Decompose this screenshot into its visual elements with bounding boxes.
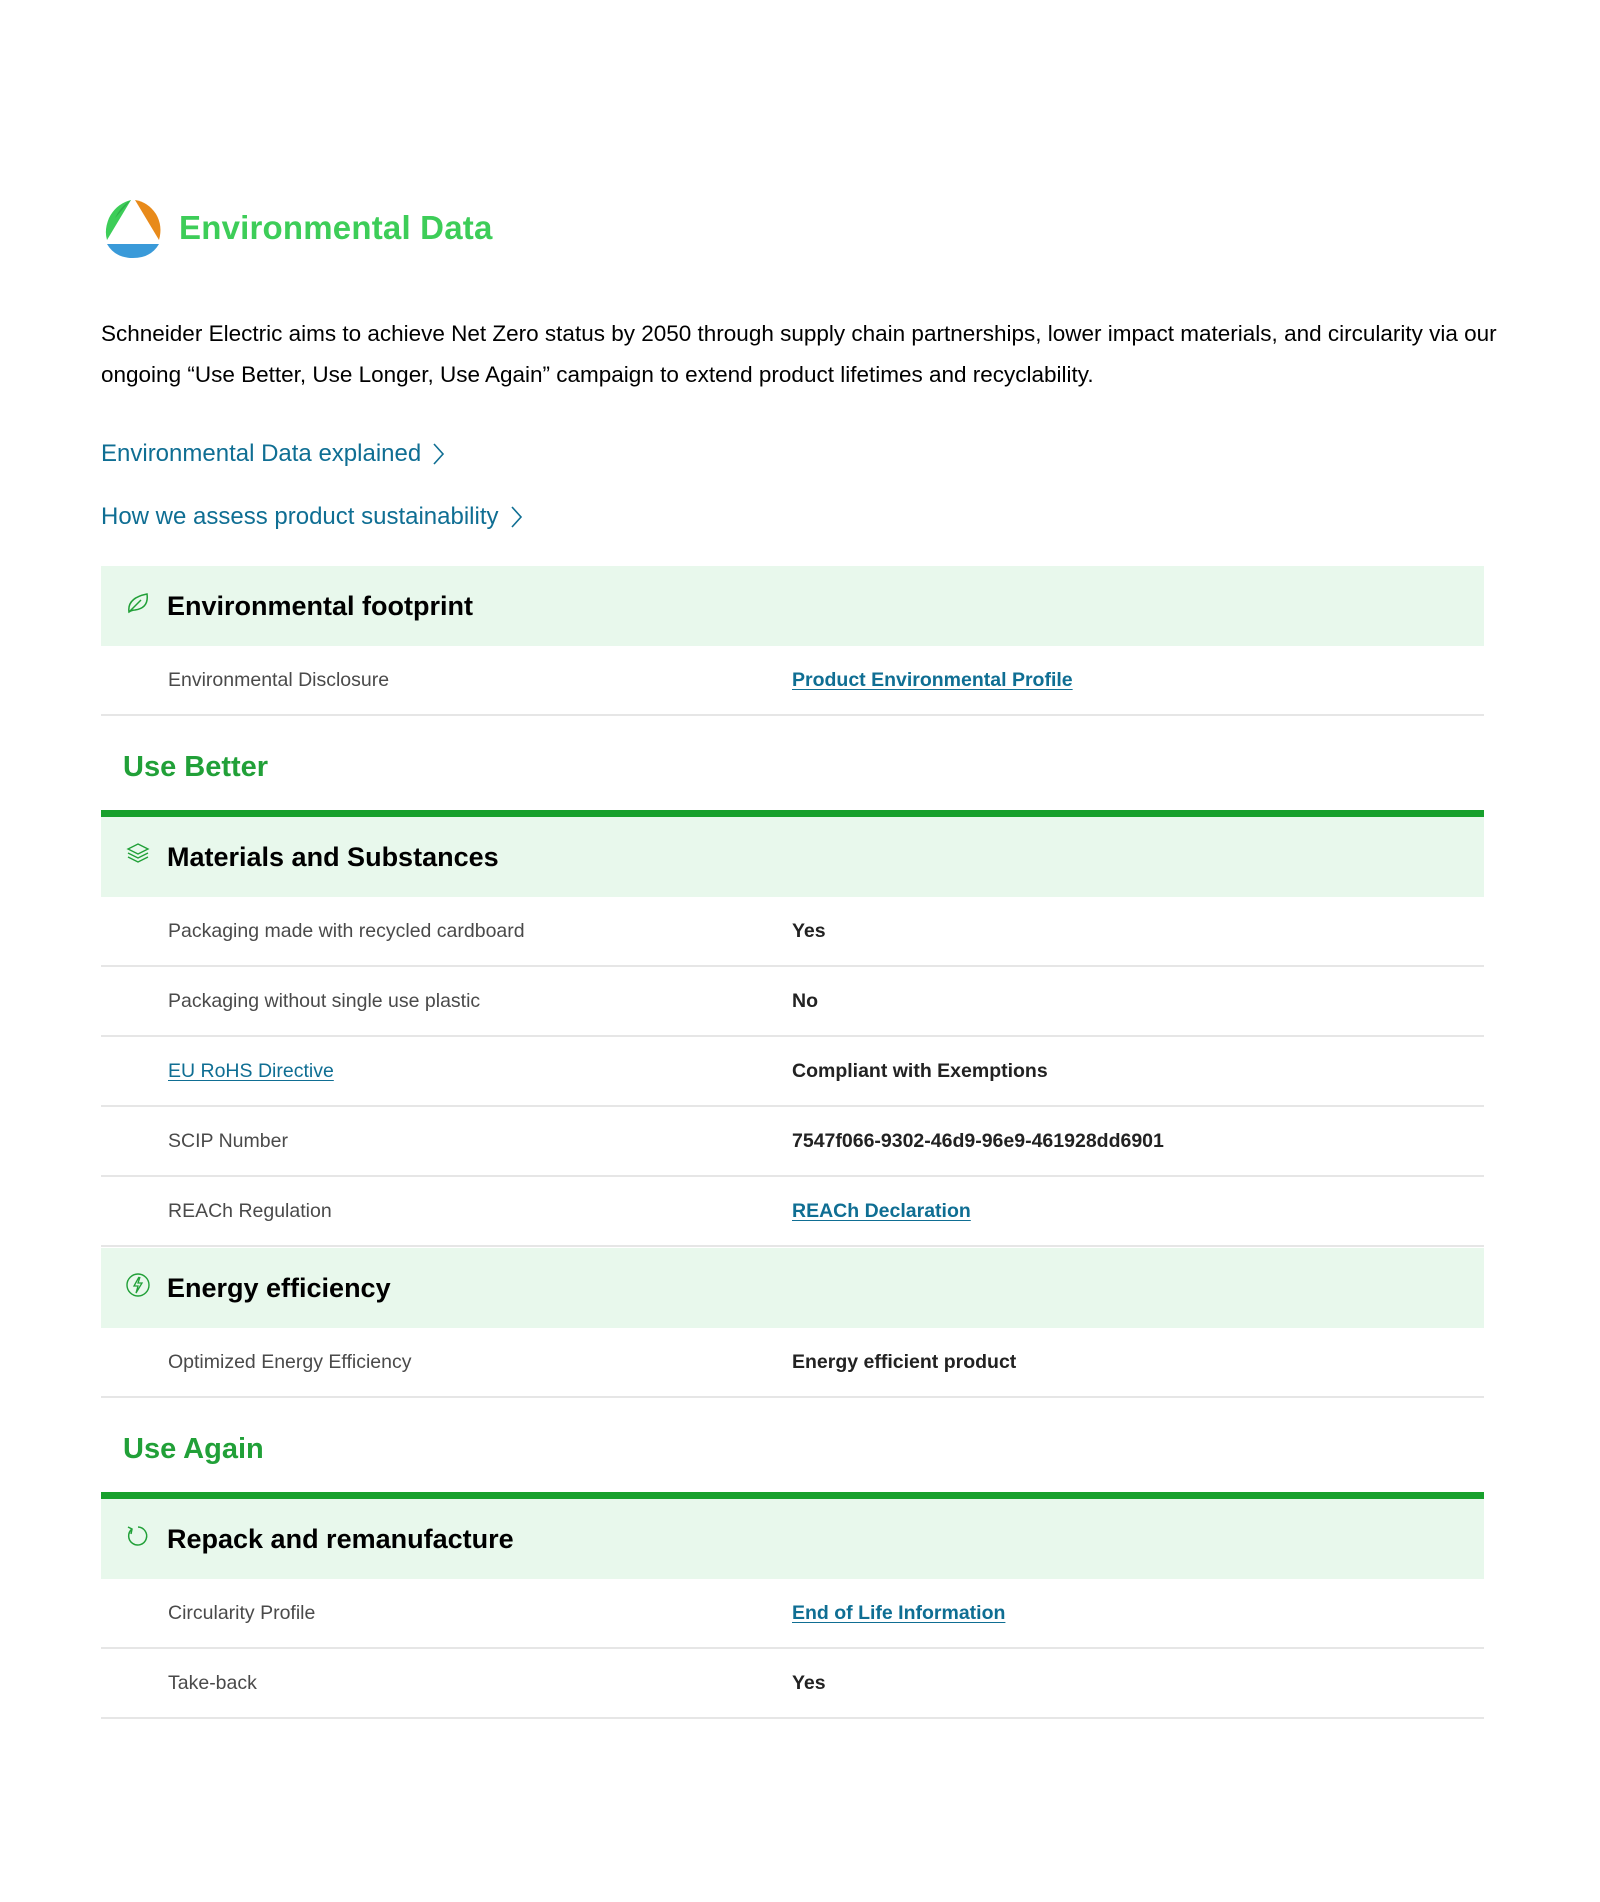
section-header-repack xyxy=(101,1499,1484,1579)
link-label[interactable]: Environmental Data explained xyxy=(101,440,422,467)
chevron-right-icon xyxy=(431,441,445,467)
row-value: Yes xyxy=(792,1672,826,1694)
table-row xyxy=(101,967,1484,1037)
table-row xyxy=(101,646,1484,716)
row-key: Circularity Profile xyxy=(168,1602,316,1624)
section-label: Materials and Substances xyxy=(167,841,499,872)
intro-paragraph: Schneider Electric aims to achieve Net Zero status by 2050 through supply chain partnerships, lower impact materials, and circularity via our ongoing “Use Better, Use Longer, Use Again” campaign to extend product lifetimes and recyclability. xyxy=(101,321,1497,387)
row-value: 7547f066-9302-46d9-96e9-461928dd6901 xyxy=(792,1130,1164,1152)
section-header-environmental-footprint xyxy=(101,566,1484,646)
link-label[interactable]: How we assess product sustainability xyxy=(101,503,499,530)
product-environmental-profile-link[interactable]: Product Environmental Profile xyxy=(792,669,1073,691)
row-key: SCIP Number xyxy=(168,1130,288,1152)
row-value: Energy efficient product xyxy=(792,1351,1017,1373)
section-header-materials xyxy=(101,817,1484,897)
recycle-triangle-logo-icon xyxy=(101,196,165,260)
section-header-energy-efficiency xyxy=(101,1248,1484,1328)
row-key: Environmental Disclosure xyxy=(168,669,390,691)
section-label: Environmental footprint xyxy=(167,590,473,621)
title-row xyxy=(101,196,493,260)
page-title: Environmental Data xyxy=(179,209,493,246)
reach-declaration-link[interactable]: REACh Declaration xyxy=(792,1200,971,1222)
how-we-assess-link[interactable] xyxy=(101,503,523,531)
section-label: Repack and remanufacture xyxy=(167,1523,514,1554)
table-row xyxy=(101,1107,1484,1177)
eu-rohs-directive-link[interactable]: EU RoHS Directive xyxy=(168,1060,334,1082)
environmental-data-explained-link[interactable] xyxy=(101,440,445,468)
layers-icon xyxy=(125,841,151,867)
section-label: Energy efficiency xyxy=(167,1272,391,1303)
table-row xyxy=(101,1649,1484,1719)
table-row xyxy=(101,1579,1484,1649)
leaf-icon xyxy=(125,590,151,616)
group-title-use-better: Use Better xyxy=(123,751,269,783)
energy-leaf-icon xyxy=(125,1272,151,1298)
refresh-icon xyxy=(125,1523,151,1549)
row-key: Take-back xyxy=(168,1672,257,1694)
table-row xyxy=(101,1177,1484,1247)
group-title-use-again: Use Again xyxy=(123,1433,264,1465)
end-of-life-information-link[interactable]: End of Life Information xyxy=(792,1602,1006,1624)
row-key: Packaging without single use plastic xyxy=(168,990,481,1012)
row-value: Compliant with Exemptions xyxy=(792,1060,1048,1082)
row-value: Yes xyxy=(792,920,826,942)
green-divider xyxy=(101,810,1484,817)
table-row xyxy=(101,897,1484,967)
green-divider xyxy=(101,1492,1484,1499)
table-row xyxy=(101,1037,1484,1107)
row-key: Optimized Energy Efficiency xyxy=(168,1351,412,1373)
row-value: No xyxy=(792,990,818,1012)
row-key: Packaging made with recycled cardboard xyxy=(168,920,525,942)
table-row xyxy=(101,1328,1484,1398)
row-key: REACh Regulation xyxy=(168,1200,332,1222)
chevron-right-icon xyxy=(509,504,523,530)
